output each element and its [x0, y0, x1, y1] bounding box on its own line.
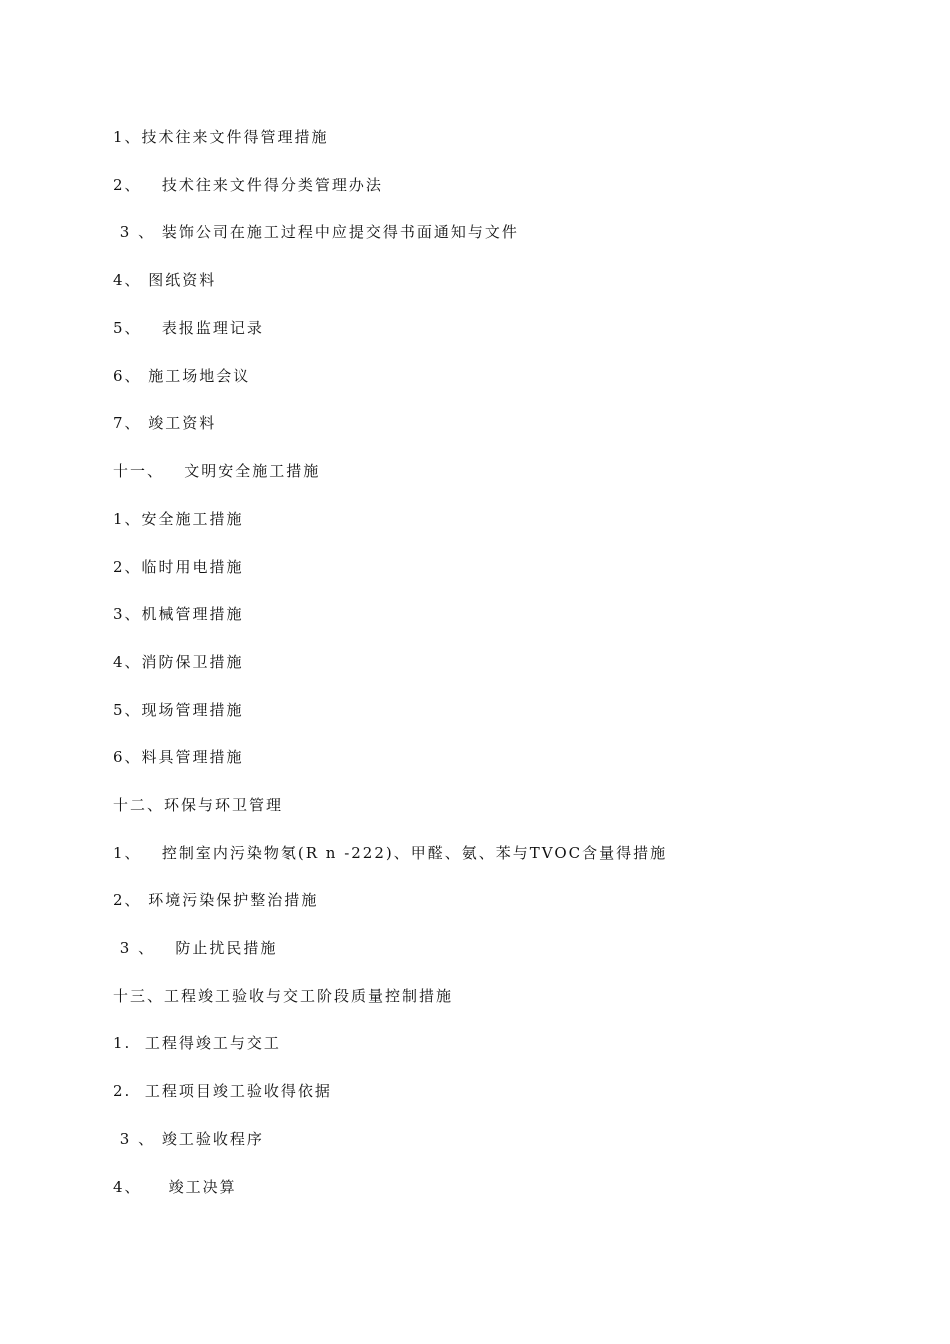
doc-line: 3 、 竣工验收程序 [113, 1130, 264, 1148]
doc-line: 3 、 防止扰民措施 [113, 939, 278, 957]
doc-line: 1、技术往来文件得管理措施 [113, 128, 329, 146]
doc-line: 7、 竣工资料 [113, 414, 217, 432]
doc-line: 1、安全施工措施 [113, 510, 244, 528]
doc-line: 6、 施工场地会议 [113, 367, 251, 385]
doc-line: 2. 工程项目竣工验收得依据 [113, 1082, 332, 1100]
doc-line: 2、临时用电措施 [113, 558, 244, 576]
doc-line: 4、 图纸资料 [113, 271, 217, 289]
doc-line: 3、机械管理措施 [113, 605, 244, 623]
doc-line: 1. 工程得竣工与交工 [113, 1034, 281, 1052]
doc-line: 5、 表报监理记录 [113, 319, 264, 337]
doc-line: 4、消防保卫措施 [113, 653, 244, 671]
doc-line: 5、现场管理措施 [113, 701, 244, 719]
doc-line: 1、 控制室内污染物氡(R n -222)、甲醛、氨、苯与TVOC含量得措施 [113, 844, 668, 862]
section-heading: 十二、环保与环卫管理 [113, 796, 284, 814]
section-heading: 十三、工程竣工验收与交工阶段质量控制措施 [113, 987, 454, 1005]
doc-line: 6、料具管理措施 [113, 748, 244, 766]
doc-line: 2、 环境污染保护整治措施 [113, 891, 319, 909]
doc-line: 3 、 装饰公司在施工过程中应提交得书面通知与文件 [113, 223, 519, 241]
doc-line: 2、 技术往来文件得分类管理办法 [113, 176, 383, 194]
section-heading: 十一、 文明安全施工措施 [113, 462, 321, 480]
doc-line: 4、 竣工决算 [113, 1178, 237, 1196]
